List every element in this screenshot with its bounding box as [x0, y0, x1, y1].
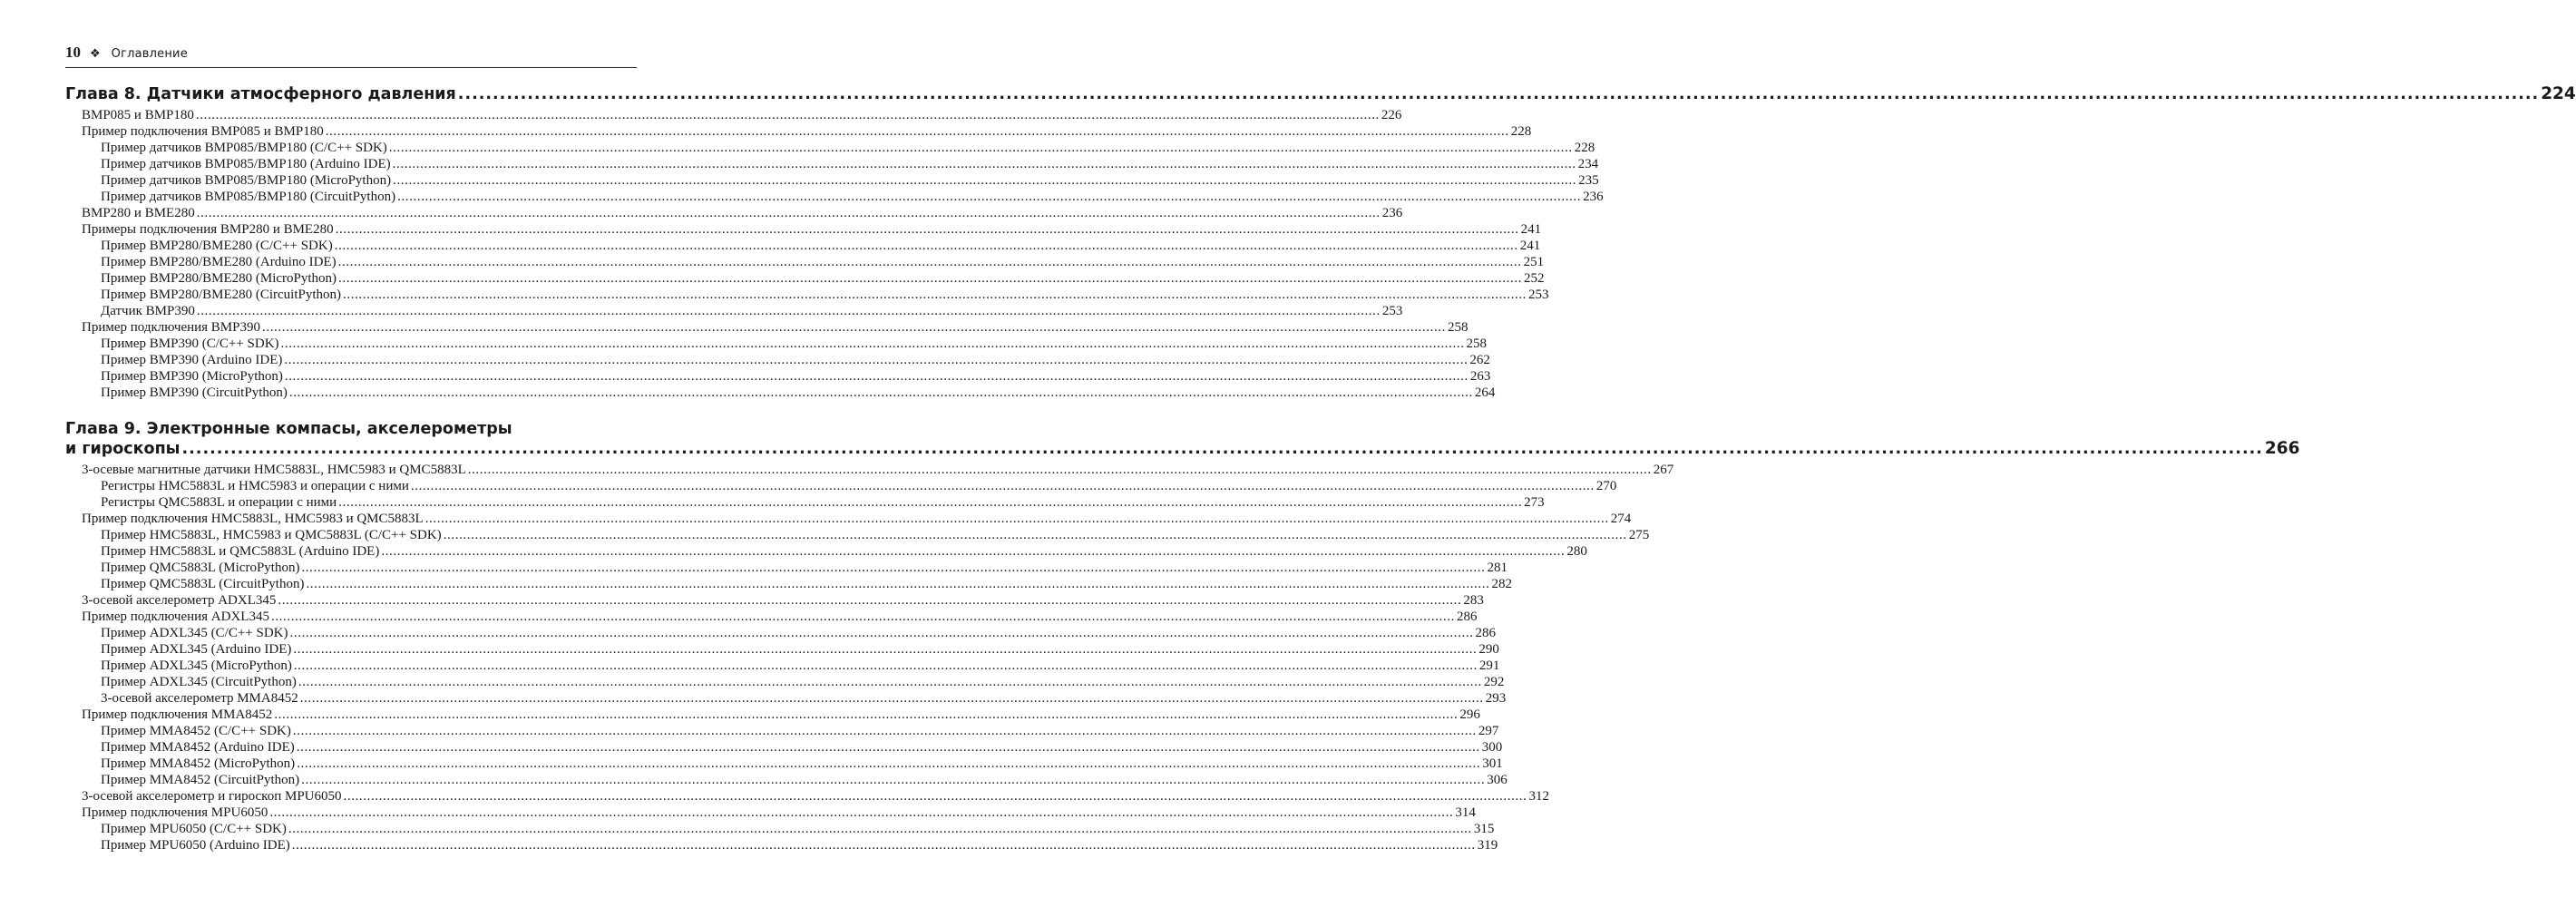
toc-entry-title: Пример подключения MPU6050 [82, 805, 268, 820]
header-rule [65, 67, 637, 68]
dot-leader: ............................................................................................................................................................................................................................................................................................................ [457, 85, 2540, 103]
toc-entry[interactable] [65, 527, 1650, 543]
toc-entry[interactable] [65, 287, 1549, 303]
dot-leader: ............................................................................................................................................................................................................................................................................................................ [393, 173, 1577, 188]
toc-entry-title: Пример подключения HMC5883L, HMC5983 и QMC5883L [82, 512, 424, 526]
toc-entry[interactable] [65, 140, 1595, 156]
toc-entry-title: Пример датчиков BMP085/BMP180 (Arduino IDE) [101, 157, 391, 171]
ornament-icon: ❖ [90, 47, 101, 61]
toc-entry[interactable] [65, 707, 1480, 723]
toc-entry-title: Пример BMP280/BME280 (CircuitPython) [101, 288, 342, 302]
toc-entry-page: 275 [1628, 528, 1650, 542]
toc-entry-title: Пример датчиков BMP085/BMP180 (MicroPython) [101, 173, 392, 188]
toc-entry-page: 228 [1574, 141, 1595, 155]
toc-entry-title: Примеры подключения BMP280 и BME280 [82, 222, 334, 237]
dot-leader: ............................................................................................................................................................................................................................................................................................................ [292, 724, 1477, 738]
toc-entry-page: 312 [1528, 789, 1549, 804]
toc-entry[interactable] [65, 625, 1497, 641]
toc-entry-page: 281 [1487, 561, 1508, 575]
dot-leader: ............................................................................................................................................................................................................................................................................................................ [392, 157, 1576, 171]
toc-entry-title: Пример MMA8452 (CircuitPython) [101, 773, 300, 787]
toc-entry-page: 236 [1583, 190, 1604, 204]
toc-entry-title: Пример BMP390 (Arduino IDE) [101, 353, 283, 367]
toc-entry[interactable] [65, 609, 1478, 625]
toc-entry[interactable] [65, 723, 1499, 739]
toc-entry-title: Пример MMA8452 (Arduino IDE) [101, 740, 295, 755]
chapter-title-line: Глава 8. Датчики атмосферного давления [65, 85, 456, 103]
toc-entry[interactable] [65, 172, 1599, 189]
dot-leader: ............................................................................................................................................................................................................................................................................................................ [181, 440, 2263, 458]
toc-entry-title: BMP085 и BMP180 [82, 108, 194, 122]
toc-entry[interactable] [65, 560, 1508, 576]
toc-entry-page: 241 [1519, 239, 1541, 253]
dot-leader: ............................................................................................................................................................................................................................................................................................................ [196, 206, 1381, 220]
dot-leader: ............................................................................................................................................................................................................................................................................................................ [337, 255, 1522, 269]
dot-leader: ............................................................................................................................................................................................................................................................................................................ [293, 642, 1478, 657]
toc-entry[interactable] [65, 368, 1491, 385]
toc-entry-page: 296 [1459, 707, 1480, 722]
page-header [65, 44, 637, 63]
toc-entry-page: 291 [1478, 658, 1500, 673]
toc-entry[interactable] [65, 772, 1508, 788]
toc-entry-title: Пример датчиков BMP085/BMP180 (C/C++ SDK) [101, 141, 387, 155]
toc-entry-page: 315 [1473, 822, 1495, 836]
toc-entry-page: 236 [1381, 206, 1403, 220]
toc-entry-title: Регистры HMC5883L и HMC5983 и операции с ними [101, 479, 409, 493]
toc-entry[interactable] [65, 156, 1599, 172]
toc-entry[interactable] [65, 592, 1484, 609]
toc-entry-page: 286 [1475, 626, 1497, 640]
toc-entry-page: 270 [1595, 479, 1617, 493]
toc-entry-title: Пример подключения BMP390 [82, 320, 260, 335]
dot-leader: ............................................................................................................................................................................................................................................................................................................ [301, 561, 1486, 575]
toc-entry[interactable] [65, 238, 1541, 254]
toc-entry-page: 253 [1528, 288, 1549, 302]
chapter-title-line: и гироскопы [65, 440, 181, 458]
toc-entry[interactable] [65, 385, 1496, 401]
dot-leader: ............................................................................................................................................................................................................................................................................................................ [467, 463, 1652, 477]
dot-leader: ............................................................................................................................................................................................................................................................................................................ [274, 707, 1459, 722]
dot-leader: ............................................................................................................................................................................................................................................................................................................ [343, 288, 1527, 302]
toc-entry[interactable] [65, 303, 1403, 319]
toc-entry[interactable] [65, 674, 1505, 690]
toc-entry-title: Пример датчиков BMP085/BMP180 (CircuitPython) [101, 190, 396, 204]
toc-entry-title: Пример BMP390 (MicroPython) [101, 369, 283, 384]
toc-entry-page: 252 [1524, 271, 1545, 286]
toc-entry[interactable] [65, 336, 1488, 352]
toc-entry[interactable] [65, 543, 1587, 560]
toc-entry-page: 290 [1478, 642, 1499, 657]
toc-entry[interactable] [65, 319, 1469, 336]
toc-entry[interactable] [65, 107, 1402, 123]
toc-entry[interactable] [65, 205, 1403, 221]
chapter-page-number: 266 [2264, 439, 2300, 458]
toc-entry-page: 235 [1578, 173, 1599, 188]
toc-entry-title: Пример BMP280/BME280 (MicroPython) [101, 271, 337, 286]
toc-entry-page: 300 [1481, 740, 1503, 755]
toc-entry-page: 306 [1487, 773, 1508, 787]
toc-entry-title: Регистры QMC5883L и операции с ними [101, 495, 337, 510]
toc-entry-page: 297 [1478, 724, 1499, 738]
toc-entry-title: Пример MPU6050 (Arduino IDE) [101, 838, 290, 853]
toc-entry-page: 234 [1577, 157, 1599, 171]
toc-entry-title: Пример MMA8452 (C/C++ SDK) [101, 724, 291, 738]
toc-entry-page: 293 [1485, 691, 1507, 706]
dot-leader: ............................................................................................................................................................................................................................................................................................................ [325, 124, 1509, 139]
toc-entry-page: 274 [1610, 512, 1632, 526]
dot-leader: ............................................................................................................................................................................................................................................................................................................ [288, 385, 1473, 400]
dot-leader: ............................................................................................................................................................................................................................................................................................................ [289, 626, 1474, 640]
dot-leader: ............................................................................................................................................................................................................................................................................................................ [298, 675, 1482, 689]
toc-entry[interactable] [65, 739, 1503, 756]
dot-leader: ............................................................................................................................................................................................................................................................................................................ [338, 495, 1523, 510]
dot-leader: ............................................................................................................................................................................................................................................................................................................ [335, 222, 1519, 237]
toc-entry[interactable] [65, 254, 1545, 270]
toc-entry[interactable] [65, 641, 1499, 658]
toc-entry-title: 3-осевой акселерометр и гироскоп MPU6050 [82, 789, 342, 804]
dot-leader: ............................................................................................................................................................................................................................................................................................................ [284, 353, 1469, 367]
toc-entry-page: 263 [1469, 369, 1491, 384]
toc-entry-title: Пример HMC5883L и QMC5883L (Arduino IDE) [101, 544, 380, 559]
toc-entry-title: Пример QMC5883L (MicroPython) [101, 561, 300, 575]
toc-entry-page: 226 [1381, 108, 1402, 122]
dot-leader: ............................................................................................................................................................................................................................................................................................................ [397, 190, 1582, 204]
toc-entry-title: Пример MMA8452 (MicroPython) [101, 756, 296, 771]
toc-entry-title: Датчик BMP390 [101, 304, 195, 318]
dot-leader: ............................................................................................................................................................................................................................................................................................................ [262, 320, 1446, 335]
dot-leader: ............................................................................................................................................................................................................................................................................................................ [306, 577, 1490, 591]
toc-entry[interactable] [65, 123, 1532, 140]
running-title: Оглавление [111, 47, 188, 61]
dot-leader: ............................................................................................................................................................................................................................................................................................................ [269, 805, 1454, 820]
toc-entry[interactable] [65, 576, 1512, 592]
dot-leader: ............................................................................................................................................................................................................................................................................................................ [196, 304, 1381, 318]
toc-entry-title: Пример BMP280/BME280 (Arduino IDE) [101, 255, 337, 269]
toc-entry-title: Пример подключения ADXL345 [82, 610, 269, 624]
dot-leader: ............................................................................................................................................................................................................................................................................................................ [338, 271, 1523, 286]
toc-entry-title: 3-осевые магнитные датчики HMC5883L, HMC5983 и QMC5883L [82, 463, 466, 477]
table-of-contents [65, 84, 2576, 853]
toc-entry[interactable] [65, 189, 1604, 205]
toc-entry-page: 267 [1653, 463, 1674, 477]
dot-leader: ............................................................................................................................................................................................................................................................................................................ [443, 528, 1627, 542]
dot-leader: ............................................................................................................................................................................................................................................................................................................ [280, 336, 1465, 351]
dot-leader: ............................................................................................................................................................................................................................................................................................................ [284, 369, 1469, 384]
dot-leader: ............................................................................................................................................................................................................................................................................................................ [195, 108, 1380, 122]
toc-entry-list [65, 462, 1674, 853]
toc-entry-page: 280 [1566, 544, 1587, 559]
dot-leader: ............................................................................................................................................................................................................................................................................................................ [343, 789, 1527, 804]
toc-entry-title: Пример QMC5883L (CircuitPython) [101, 577, 305, 591]
toc-entry[interactable] [65, 462, 1674, 478]
dot-leader: ............................................................................................................................................................................................................................................................................................................ [291, 838, 1476, 853]
toc-entry-page: 241 [1520, 222, 1542, 237]
chapter-heading[interactable] [65, 84, 2576, 104]
toc-entry[interactable] [65, 511, 1632, 527]
chapter-heading[interactable] [65, 419, 2300, 459]
toc-entry-title: Пример подключения MMA8452 [82, 707, 273, 722]
dot-leader: ............................................................................................................................................................................................................................................................................................................ [293, 658, 1478, 673]
toc-entry-page: 273 [1524, 495, 1545, 510]
toc-entry[interactable] [65, 221, 1542, 238]
page-number: 10 [65, 44, 81, 61]
dot-leader: ............................................................................................................................................................................................................................................................................................................ [299, 691, 1484, 706]
toc-entry-title: Пример ADXL345 (MicroPython) [101, 658, 292, 673]
dot-leader: ............................................................................................................................................................................................................................................................................................................ [388, 141, 1573, 155]
toc-entry-page: 292 [1483, 675, 1505, 689]
toc-entry-title: BMP280 и BME280 [82, 206, 195, 220]
dot-leader: ............................................................................................................................................................................................................................................................................................................ [381, 544, 1566, 559]
chapter-page-number: 224 [2541, 84, 2576, 103]
toc-entry-page: 262 [1469, 353, 1490, 367]
dot-leader: ............................................................................................................................................................................................................................................................................................................ [270, 610, 1455, 624]
toc-entry-title: Пример ADXL345 (C/C++ SDK) [101, 626, 288, 640]
chapter-title-line: Глава 9. Электронные компасы, акселерометры [65, 420, 512, 438]
dot-leader: ............................................................................................................................................................................................................................................................................................................ [288, 822, 1472, 836]
toc-entry-title: Пример подключения BMP085 и BMP180 [82, 124, 324, 139]
toc-entry-page: 282 [1491, 577, 1512, 591]
dot-leader: ............................................................................................................................................................................................................................................................................................................ [301, 773, 1486, 787]
toc-entry-page: 251 [1523, 255, 1545, 269]
toc-entry-title: Пример BMP390 (CircuitPython) [101, 385, 288, 400]
toc-entry-title: Пример BMP280/BME280 (C/C++ SDK) [101, 239, 333, 253]
toc-entry-page: 264 [1474, 385, 1496, 400]
toc-entry[interactable] [65, 494, 1545, 511]
dot-leader: ............................................................................................................................................................................................................................................................................................................ [278, 593, 1462, 608]
toc-entry-title: Пример ADXL345 (CircuitPython) [101, 675, 297, 689]
toc-entry[interactable] [65, 658, 1500, 674]
toc-entry-title: Пример HMC5883L, HMC5983 и QMC5883L (C/C++ SDK) [101, 528, 442, 542]
toc-entry-page: 258 [1448, 320, 1469, 335]
toc-entry-page: 283 [1463, 593, 1484, 608]
toc-entry-page: 301 [1482, 756, 1503, 771]
dot-leader: ............................................................................................................................................................................................................................................................................................................ [334, 239, 1518, 253]
toc-page [65, 44, 2576, 853]
toc-entry-list [65, 107, 1604, 401]
toc-entry-title: Пример MPU6050 (C/C++ SDK) [101, 822, 287, 836]
toc-entry[interactable] [65, 837, 1498, 853]
toc-entry-title: Пример BMP390 (C/C++ SDK) [101, 336, 279, 351]
toc-entry[interactable] [65, 788, 1549, 805]
toc-entry-page: 286 [1456, 610, 1478, 624]
toc-entry-title: 3-осевой акселерометр ADXL345 [82, 593, 277, 608]
dot-leader: ............................................................................................................................................................................................................................................................................................................ [297, 756, 1481, 771]
toc-entry-page: 258 [1466, 336, 1488, 351]
dot-leader: ............................................................................................................................................................................................................................................................................................................ [410, 479, 1595, 493]
toc-entry-page: 319 [1477, 838, 1498, 853]
toc-entry[interactable] [65, 756, 1503, 772]
toc-entry[interactable] [65, 478, 1617, 494]
toc-entry-title: Пример ADXL345 (Arduino IDE) [101, 642, 292, 657]
toc-entry-page: 228 [1510, 124, 1532, 139]
toc-entry[interactable] [65, 805, 1476, 821]
toc-entry-title: 3-осевой акселерометр MMA8452 [101, 691, 298, 706]
dot-leader: ............................................................................................................................................................................................................................................................................................................ [424, 512, 1609, 526]
toc-entry-page: 314 [1455, 805, 1476, 820]
toc-entry[interactable] [65, 352, 1490, 368]
toc-entry-page: 253 [1381, 304, 1403, 318]
toc-entry[interactable] [65, 270, 1545, 287]
toc-entry[interactable] [65, 690, 1507, 707]
dot-leader: ............................................................................................................................................................................................................................................................................................................ [296, 740, 1480, 755]
toc-entry[interactable] [65, 821, 1495, 837]
